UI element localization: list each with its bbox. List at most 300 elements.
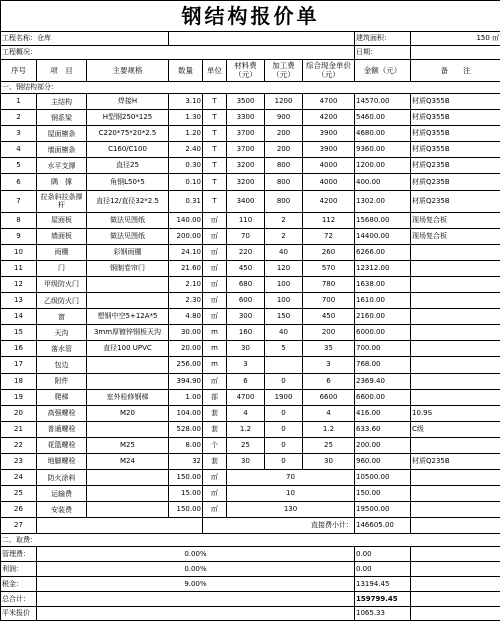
row-qty: 0.10: [169, 174, 203, 190]
row-material: 3300: [227, 110, 265, 126]
row-unit: T: [203, 126, 227, 142]
row-unit: T: [203, 158, 227, 174]
row-qty: 8.00: [169, 437, 203, 453]
row-qty: 394.90: [169, 373, 203, 389]
row-no: 25: [1, 486, 37, 502]
table-row: [1, 260, 500, 276]
row-qty: 528.00: [169, 421, 203, 437]
row-qty: 256.00: [169, 357, 203, 373]
row-combined-price: 70: [227, 470, 355, 486]
row-amount: 700.00: [355, 341, 411, 357]
row-unit: T: [203, 190, 227, 212]
col-header-unit-price: 综合现金单价（元）: [303, 60, 355, 82]
fee-label: 利润：: [1, 562, 37, 577]
row-amount: 400.00: [355, 174, 411, 190]
row-item: 隅 撑: [37, 174, 87, 190]
row-no: 13: [1, 293, 37, 309]
row-spec: 做法见图纸: [87, 228, 169, 244]
fee-note: [411, 577, 500, 592]
row-spec: [87, 373, 169, 389]
row-amount: 4680.00: [355, 126, 411, 142]
col-header-item: 项 目: [37, 60, 87, 82]
row-unit-price: 700: [303, 293, 355, 309]
row-unit: 个: [203, 437, 227, 453]
overview-label: 工程概况：: [1, 46, 355, 60]
row-material: 600: [227, 293, 265, 309]
row-amount: 1610.00: [355, 293, 411, 309]
row-material: 3700: [227, 142, 265, 158]
row-unit-price: 72: [303, 228, 355, 244]
row-unit-price: 35: [303, 341, 355, 357]
table-row: [1, 228, 500, 244]
row-note: 材质Q235B: [411, 158, 500, 174]
row-no: 24: [1, 470, 37, 486]
row-unit-price: 112: [303, 212, 355, 228]
row-note: [411, 293, 500, 309]
row-qty: 24.10: [169, 244, 203, 260]
row-qty: 21.60: [169, 260, 203, 276]
row-unit-price: 25: [303, 437, 355, 453]
row-unit: 套: [203, 405, 227, 421]
row-qty: 1.00: [169, 389, 203, 405]
row-amount: 6266.00: [355, 244, 411, 260]
row-amount: 14400.00: [355, 228, 411, 244]
subtotal-row: [1, 518, 500, 534]
fee-rate: 0.00%: [37, 562, 355, 577]
row-unit-price: 4700: [303, 94, 355, 110]
row-no: 12: [1, 276, 37, 292]
row-qty: 104.00: [169, 405, 203, 421]
row-no: 16: [1, 341, 37, 357]
row-spec: [87, 357, 169, 373]
row-item: 高强螺栓: [37, 405, 87, 421]
total-row: [1, 592, 500, 607]
row-spec: 钢制卷帘门: [87, 260, 169, 276]
row-item: 门: [37, 260, 87, 276]
row-unit-price: 4200: [303, 110, 355, 126]
row-qty: 150.00: [169, 502, 203, 518]
row-item: 包边: [37, 357, 87, 373]
row-qty: 140.00: [169, 212, 203, 228]
area-value: 150: [476, 34, 490, 42]
col-header-unit: 单位: [203, 60, 227, 82]
row-unit: 部: [203, 389, 227, 405]
fee-note: [411, 547, 500, 562]
row-unit: ㎡: [203, 228, 227, 244]
row-item: 雨棚: [37, 244, 87, 260]
row-spec: 角钢L50*5: [87, 174, 169, 190]
row-qty: 2.10: [169, 276, 203, 292]
row-amount: 1200.00: [355, 158, 411, 174]
subtotal-label: 直接费小计：: [203, 518, 355, 534]
table-row: [1, 293, 500, 309]
row-note: C级: [411, 421, 500, 437]
row-unit: ㎡: [203, 260, 227, 276]
row-processing: 1200: [265, 94, 303, 110]
row-processing: 100: [265, 293, 303, 309]
row-processing: 0: [265, 437, 303, 453]
row-processing: [265, 357, 303, 373]
row-note: [411, 341, 500, 357]
table-row: [1, 389, 500, 405]
row-amount: 200.00: [355, 437, 411, 453]
row-unit: T: [203, 110, 227, 126]
col-header-spec: 主要规格: [87, 60, 169, 82]
fee-row: [1, 562, 500, 577]
row-spec: 室外检修钢梯: [87, 389, 169, 405]
row-qty: 32: [169, 453, 203, 469]
row-material: 4: [227, 405, 265, 421]
row-processing: 800: [265, 174, 303, 190]
area-unit: ㎡: [492, 34, 500, 42]
row-unit: T: [203, 174, 227, 190]
row-unit-price: 4000: [303, 158, 355, 174]
row-material: 30: [227, 341, 265, 357]
table-row: [1, 309, 500, 325]
row-material: 3400: [227, 190, 265, 212]
fee-amount: 0.00: [355, 547, 411, 562]
row-spec: M20: [87, 405, 169, 421]
row-processing: 1900: [265, 389, 303, 405]
project-name-value: 仓库: [37, 34, 51, 42]
row-qty: 2.40: [169, 142, 203, 158]
row-unit: T: [203, 142, 227, 158]
row-no: 14: [1, 309, 37, 325]
row-processing: 800: [265, 190, 303, 212]
row-no: 11: [1, 260, 37, 276]
fee-rate: 0.00%: [37, 547, 355, 562]
row-item: 乙级防火门: [37, 293, 87, 309]
col-header-amount: 金额（元）: [355, 60, 411, 82]
row-spec: [87, 470, 169, 486]
row-processing: 40: [265, 325, 303, 341]
row-no: 9: [1, 228, 37, 244]
table-row: [1, 142, 500, 158]
row-spec: 塑钢中空5+12A*5: [87, 309, 169, 325]
table-row: [1, 212, 500, 228]
row-qty: 4.80: [169, 309, 203, 325]
col-header-processing: 加工费（元）: [265, 60, 303, 82]
area-cell: [411, 32, 500, 46]
row-spec: 直径100 UPVC: [87, 341, 169, 357]
row-item: 普通螺栓: [37, 421, 87, 437]
row-unit: 套: [203, 453, 227, 469]
row-item: 墙面檩条: [37, 142, 87, 158]
fee-row: [1, 577, 500, 592]
row-unit-price: 1.2: [303, 421, 355, 437]
project-info-row: [1, 32, 500, 46]
row-unit: 套: [203, 421, 227, 437]
total-blank: [37, 592, 355, 607]
row-unit: ㎡: [203, 373, 227, 389]
row-material: 220: [227, 244, 265, 260]
row-unit: ㎡: [203, 244, 227, 260]
row-unit: ㎡: [203, 502, 227, 518]
row-processing: 2: [265, 212, 303, 228]
row-no: 20: [1, 405, 37, 421]
row-item: 安装费: [37, 502, 87, 518]
row-note: [411, 389, 500, 405]
row-qty: 15.00: [169, 486, 203, 502]
row-item: 甲级防火门: [37, 276, 87, 292]
row-amount: 2369.40: [355, 373, 411, 389]
row-no: 23: [1, 453, 37, 469]
table-row: [1, 437, 500, 453]
table-row: [1, 486, 500, 502]
row-material: 3500: [227, 94, 265, 110]
row-unit: ㎡: [203, 212, 227, 228]
row-unit: ㎡: [203, 486, 227, 502]
row-amount: 14570.00: [355, 94, 411, 110]
row-unit-price: 4000: [303, 174, 355, 190]
row-qty: 2.30: [169, 293, 203, 309]
row-unit-price: 6: [303, 373, 355, 389]
row-material: 3700: [227, 126, 265, 142]
subtotal-amount: 146605.00: [355, 518, 411, 534]
row-qty: 1.20: [169, 126, 203, 142]
table-row: [1, 357, 500, 373]
row-amount: 9360.00: [355, 142, 411, 158]
row-material: 160: [227, 325, 265, 341]
row-note: 10.9S: [411, 405, 500, 421]
row-item: 落水管: [37, 341, 87, 357]
row-qty: 200.00: [169, 228, 203, 244]
subtotal-no: 27: [1, 518, 37, 534]
per-sqm-label: 平米报价: [1, 607, 37, 621]
row-combined-price: 10: [227, 486, 355, 502]
fee-label: 税金：: [1, 577, 37, 592]
row-note: 材质Q235B: [411, 174, 500, 190]
row-note: 材质Q355B: [411, 94, 500, 110]
row-amount: 768.00: [355, 357, 411, 373]
row-note: [411, 373, 500, 389]
row-qty: 150.00: [169, 470, 203, 486]
fee-amount: 13194.45: [355, 577, 411, 592]
row-note: 材质Q235B: [411, 453, 500, 469]
row-note: [411, 325, 500, 341]
area-label: 建筑面积：: [355, 32, 411, 46]
row-no: 15: [1, 325, 37, 341]
row-material: 3200: [227, 158, 265, 174]
row-processing: 0: [265, 405, 303, 421]
row-unit-price: 3900: [303, 126, 355, 142]
row-spec: C220*75*20*2.5: [87, 126, 169, 142]
row-item: 地脚螺栓: [37, 453, 87, 469]
row-amount: 10500.00: [355, 470, 411, 486]
row-qty: 30.00: [169, 325, 203, 341]
row-note: [411, 470, 500, 486]
row-no: 17: [1, 357, 37, 373]
row-qty: 3.10: [169, 94, 203, 110]
table-row: [1, 110, 500, 126]
row-material: 450: [227, 260, 265, 276]
project-name-cell: [1, 32, 169, 46]
column-header-row: [1, 60, 500, 82]
row-note: [411, 260, 500, 276]
fee-note: [411, 562, 500, 577]
row-unit-price: 4200: [303, 190, 355, 212]
per-sqm-blank: [37, 607, 355, 621]
row-amount: 633.60: [355, 421, 411, 437]
row-spec: M24: [87, 453, 169, 469]
row-qty: 0.30: [169, 158, 203, 174]
row-material: 6: [227, 373, 265, 389]
table-row: [1, 453, 500, 469]
row-note: [411, 486, 500, 502]
row-item: 水平支撑: [37, 158, 87, 174]
table-row: [1, 470, 500, 486]
row-processing: 120: [265, 260, 303, 276]
row-no: 22: [1, 437, 37, 453]
row-material: 1.2: [227, 421, 265, 437]
row-material: 4700: [227, 389, 265, 405]
fee-row: [1, 547, 500, 562]
project-name-label: 工程名称：: [2, 34, 37, 42]
row-no: 26: [1, 502, 37, 518]
row-no: 4: [1, 142, 37, 158]
section-1-heading: 一、钢结构部分：: [1, 82, 500, 94]
fee-rate: 9.00%: [37, 577, 355, 592]
row-unit-price: 6600: [303, 389, 355, 405]
row-processing: 100: [265, 276, 303, 292]
row-amount: 1302.00: [355, 190, 411, 212]
table-row: [1, 158, 500, 174]
row-material: 3200: [227, 174, 265, 190]
table-row: [1, 405, 500, 421]
row-unit: m: [203, 341, 227, 357]
row-no: 21: [1, 421, 37, 437]
row-spec: C160/C100: [87, 142, 169, 158]
row-amount: 5460.00: [355, 110, 411, 126]
row-unit-price: 570: [303, 260, 355, 276]
total-label: 总合计：: [1, 592, 37, 607]
row-amount: 2160.00: [355, 309, 411, 325]
fee-label: 管理费：: [1, 547, 37, 562]
date-value: [411, 46, 500, 60]
table-row: [1, 174, 500, 190]
row-item: 钢系梁: [37, 110, 87, 126]
row-note: 材质Q355B: [411, 142, 500, 158]
row-note: [411, 309, 500, 325]
row-no: 7: [1, 190, 37, 212]
row-spec: M25: [87, 437, 169, 453]
col-header-material: 材料费（元）: [227, 60, 265, 82]
row-unit: T: [203, 94, 227, 110]
row-amount: 6000.00: [355, 325, 411, 341]
row-no: 10: [1, 244, 37, 260]
row-qty: 1.30: [169, 110, 203, 126]
row-spec: 彩钢雨棚: [87, 244, 169, 260]
row-processing: 200: [265, 126, 303, 142]
row-amount: 19500.00: [355, 502, 411, 518]
row-unit-price: 30: [303, 453, 355, 469]
col-header-qty: 数量: [169, 60, 203, 82]
row-spec: [87, 293, 169, 309]
row-processing: 40: [265, 244, 303, 260]
title-row: [1, 1, 500, 32]
row-note: 材质Q355B: [411, 126, 500, 142]
row-amount: 12312.00: [355, 260, 411, 276]
row-spec: 3mm厚镀锌钢板天沟: [87, 325, 169, 341]
sheet-title: 钢结构报价单: [1, 1, 500, 32]
table-row: [1, 276, 500, 292]
row-material: 25: [227, 437, 265, 453]
row-item: 附件: [37, 373, 87, 389]
row-item: 主结构: [37, 94, 87, 110]
table-row: [1, 341, 500, 357]
row-unit-price: 450: [303, 309, 355, 325]
row-item: 防火涂料: [37, 470, 87, 486]
row-note: 材质Q235B: [411, 190, 500, 212]
row-note: [411, 502, 500, 518]
row-processing: 900: [265, 110, 303, 126]
table-row: [1, 325, 500, 341]
row-note: 材质Q355B: [411, 110, 500, 126]
total-note: [411, 592, 500, 607]
subtotal-note: [411, 518, 500, 534]
row-combined-price: 130: [227, 502, 355, 518]
row-material: 680: [227, 276, 265, 292]
row-item: 爬梯: [37, 389, 87, 405]
row-processing: 2: [265, 228, 303, 244]
col-header-note: 备 注: [411, 60, 500, 82]
row-unit: ㎡: [203, 276, 227, 292]
row-note: [411, 357, 500, 373]
row-unit-price: 200: [303, 325, 355, 341]
row-no: 19: [1, 389, 37, 405]
row-qty: 20.00: [169, 341, 203, 357]
row-processing: 0: [265, 373, 303, 389]
row-spec: H型钢250*125: [87, 110, 169, 126]
row-unit-price: 3: [303, 357, 355, 373]
row-spec: [87, 421, 169, 437]
row-unit: m: [203, 325, 227, 341]
per-sqm-note: [411, 607, 500, 621]
row-material: 3: [227, 357, 265, 373]
row-unit: ㎡: [203, 293, 227, 309]
row-material: 30: [227, 453, 265, 469]
row-amount: 6600.00: [355, 389, 411, 405]
row-spec: [87, 502, 169, 518]
row-spec: 直径25: [87, 158, 169, 174]
per-sqm-amount: 1065.33: [355, 607, 411, 621]
row-item: 运输费: [37, 486, 87, 502]
project-blank: [169, 32, 355, 46]
row-processing: 150: [265, 309, 303, 325]
row-spec: [87, 486, 169, 502]
total-amount: 159799.45: [355, 592, 411, 607]
row-item: 拉条斜拉条撑杆: [37, 190, 87, 212]
row-spec: 做法见图纸: [87, 212, 169, 228]
table-row: [1, 126, 500, 142]
row-spec: [87, 276, 169, 292]
row-processing: 0: [265, 453, 303, 469]
overview-row: [1, 46, 500, 60]
row-material: 110: [227, 212, 265, 228]
row-unit-price: 4: [303, 405, 355, 421]
row-no: 18: [1, 373, 37, 389]
row-unit-price: 3900: [303, 142, 355, 158]
row-note: 现场复合板: [411, 212, 500, 228]
row-no: 8: [1, 212, 37, 228]
fee-amount: 0.00: [355, 562, 411, 577]
row-item: 花篮螺栓: [37, 437, 87, 453]
row-amount: 15680.00: [355, 212, 411, 228]
table-row: [1, 94, 500, 110]
row-processing: 0: [265, 421, 303, 437]
row-amount: 960.00: [355, 453, 411, 469]
row-no: 5: [1, 158, 37, 174]
